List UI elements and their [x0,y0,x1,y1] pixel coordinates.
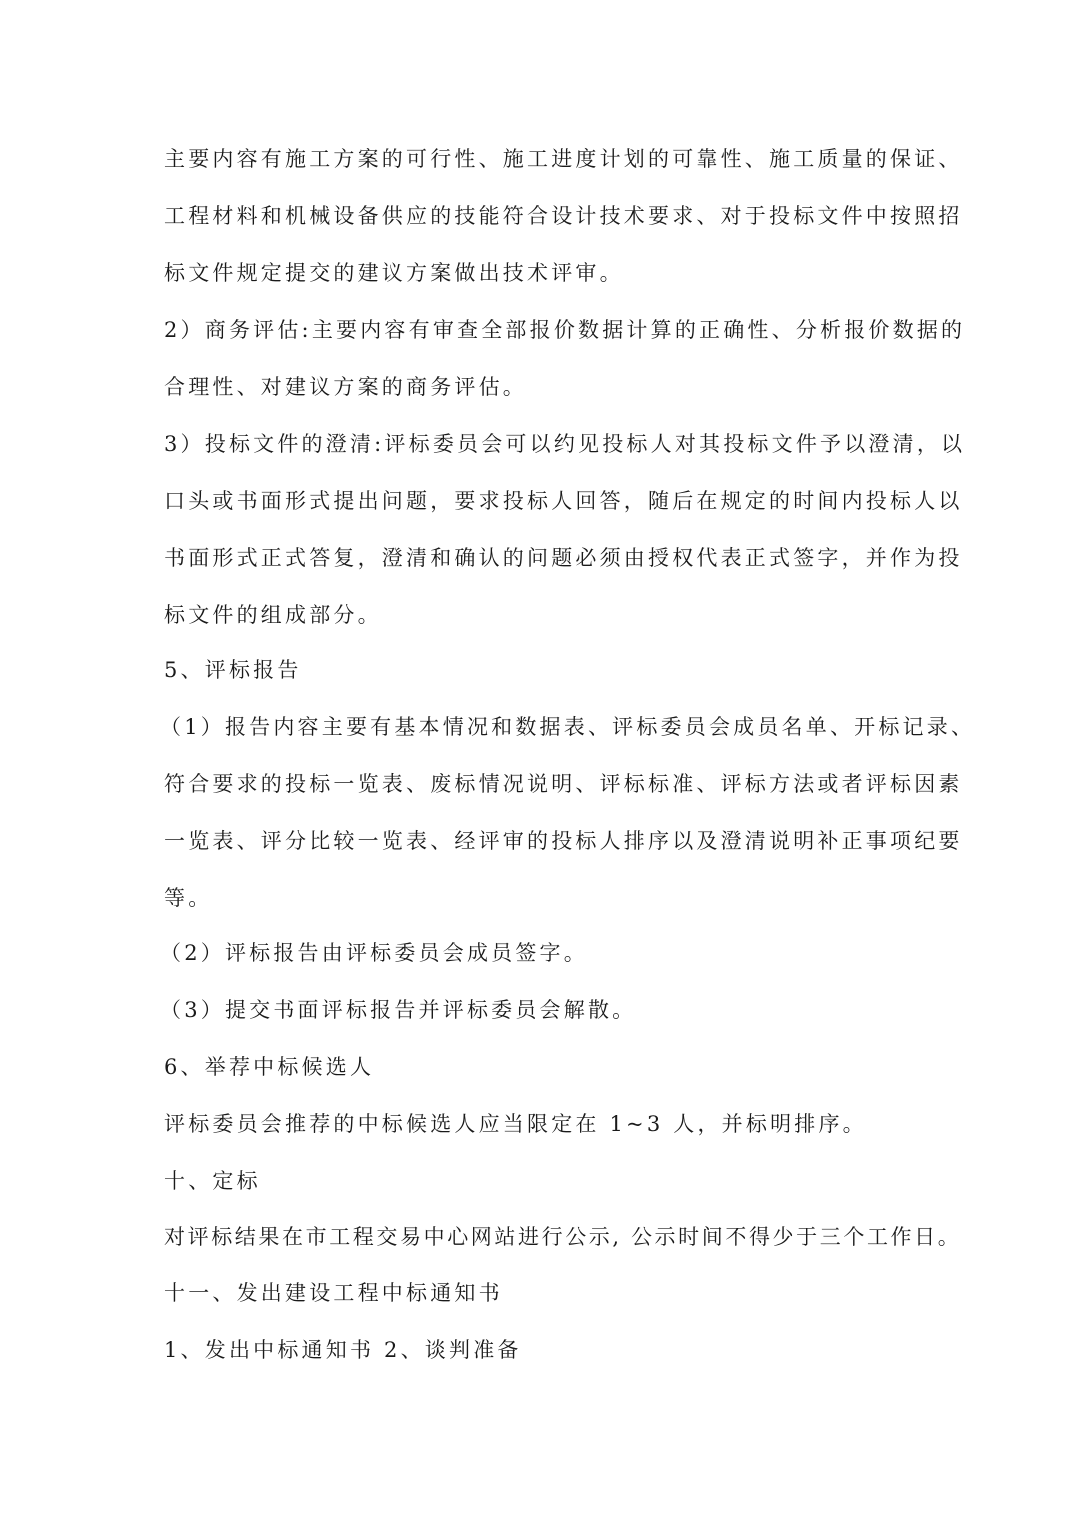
paragraph-line: 书面形式正式答复，澄清和确认的问题必须由授权代表正式签字，并作为投 [164,546,963,570]
section-heading: 5、评标报告 [164,658,302,682]
section-heading: 十一、发出建设工程中标通知书 [164,1281,503,1305]
paragraph-line: 符合要求的投标一览表、废标情况说明、评标标准、评标方法或者评标因素 [164,772,963,796]
paragraph-line: 1、发出中标通知书 2、谈判准备 [164,1338,522,1362]
paragraph-line: （2）评标报告由评标委员会成员签字。 [160,941,588,965]
paragraph-line: 3）投标文件的澄清:评标委员会可以约见投标人对其投标文件予以澄清，以 [164,432,966,456]
section-heading: 6、举荐中标候选人 [164,1055,375,1079]
paragraph-line: 工程材料和机械设备供应的技能符合设计技术要求、对于投标文件中按照招 [164,204,963,228]
paragraph-line: 口头或书面形式提出问题，要求投标人回答，随后在规定的时间内投标人以 [164,489,963,513]
paragraph-line: （3）提交书面评标报告并评标委员会解散。 [160,998,637,1022]
section-heading: 十、定标 [164,1169,261,1193]
paragraph-line: 标文件规定提交的建议方案做出技术评审。 [164,261,624,285]
paragraph-line: 2）商务评估:主要内容有审查全部报价数据计算的正确性、分析报价数据的 [164,318,966,342]
paragraph-line: 主要内容有施工方案的可行性、施工进度计划的可靠性、施工质量的保证、 [164,147,963,171]
paragraph-line: 对评标结果在市工程交易中心网站进行公示, 公示时间不得少于三个工作日。 [164,1225,962,1249]
paragraph-line: （1）报告内容主要有基本情况和数据表、评标委员会成员名单、开标记录、 [160,715,976,739]
paragraph-line: 评标委员会推荐的中标候选人应当限定在 1~3 人，并标明排序。 [164,1112,867,1136]
paragraph-line: 标文件的组成部分。 [164,603,382,627]
paragraph-line: 等。 [164,886,213,910]
paragraph-line: 合理性、对建议方案的商务评估。 [164,375,527,399]
paragraph-line: 一览表、评分比较一览表、经评审的投标人排序以及澄清说明补正事项纪要 [164,829,963,853]
